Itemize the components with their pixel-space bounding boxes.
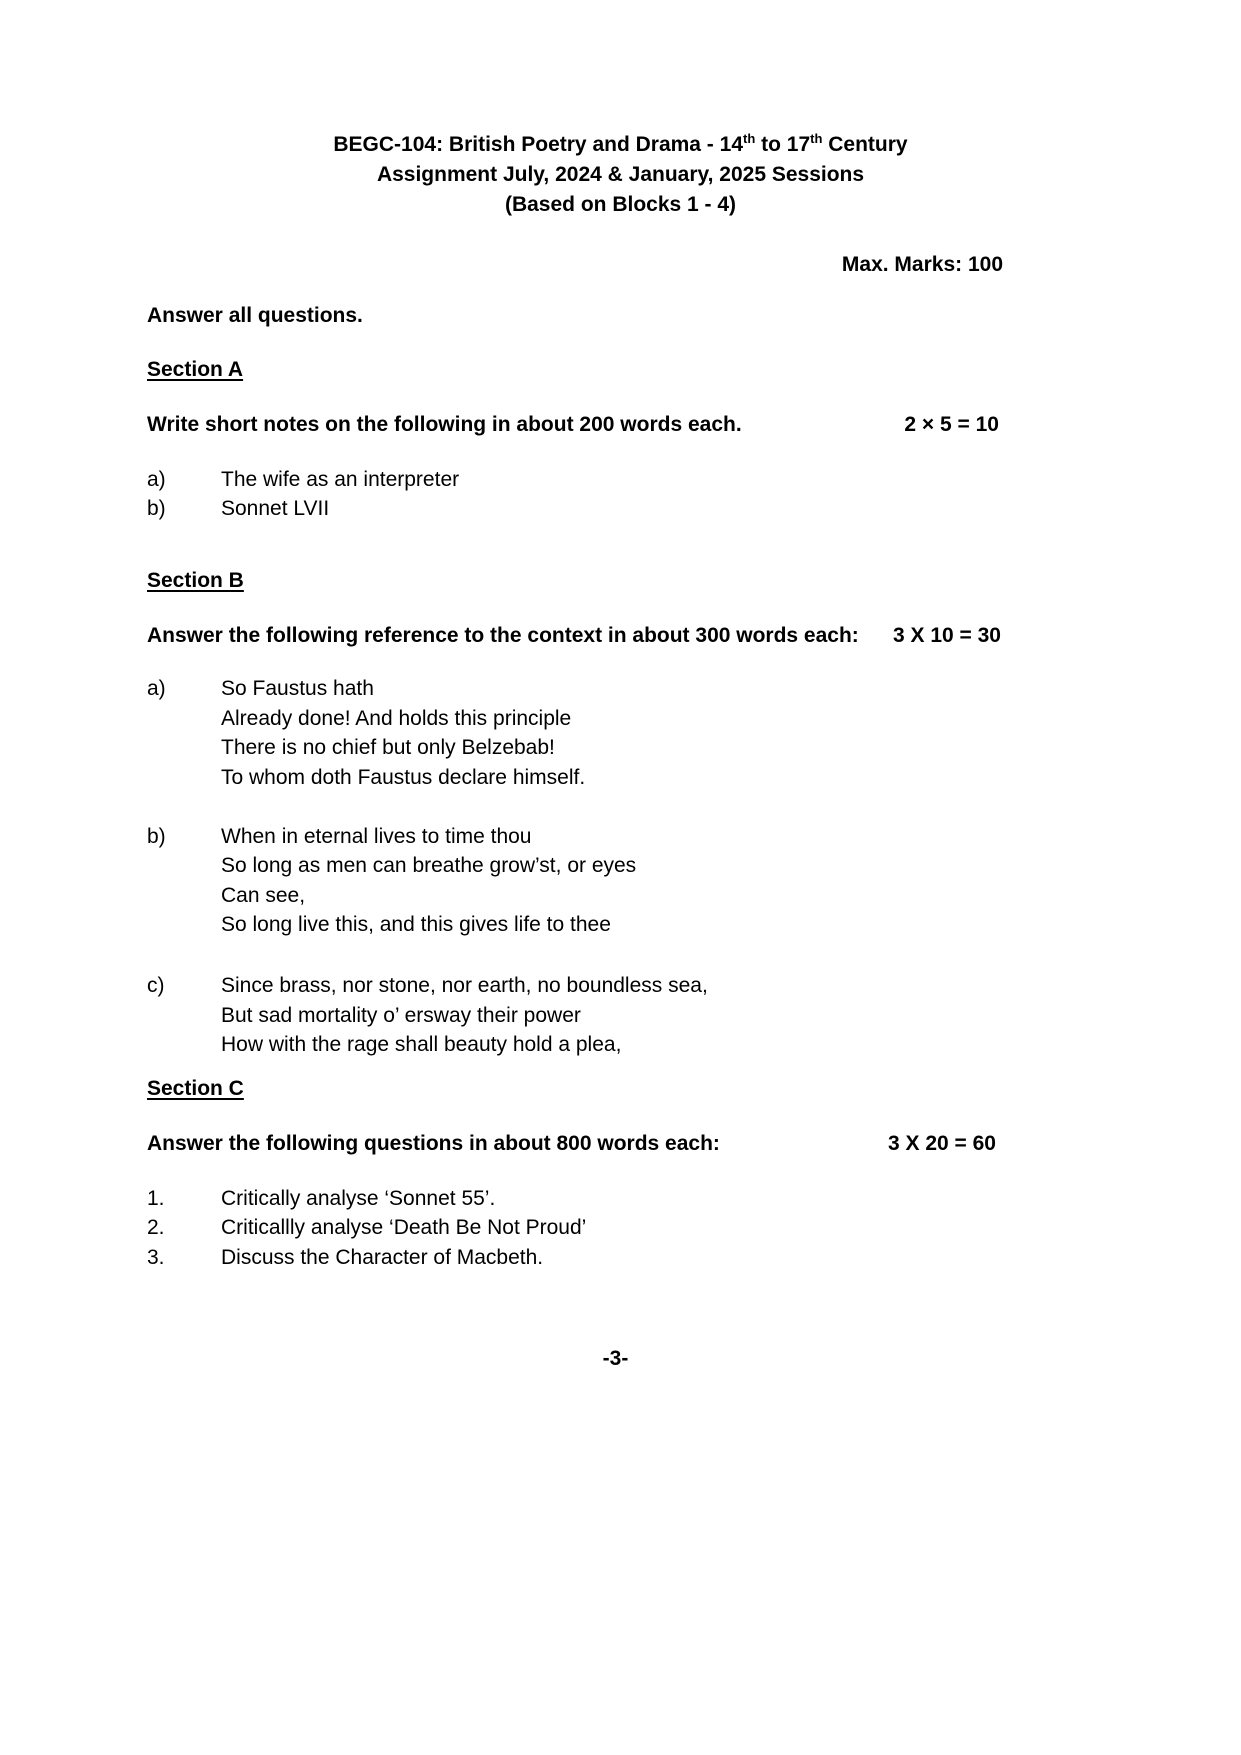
passage-line: To whom doth Faustus declare himself. [221, 766, 586, 789]
passage-line: When in eternal lives to time thou [221, 825, 532, 848]
section-c-heading: Section C [147, 1077, 244, 1100]
document-header [0, 130, 1241, 220]
question-text: Criticallly analyse ‘Death Be Not Proud’ [221, 1216, 587, 1239]
page-number: -3- [602, 1347, 629, 1370]
passage-line: Since brass, nor stone, nor earth, no boundless sea, [221, 974, 708, 997]
max-marks: Max. Marks: 100 [841, 253, 1003, 276]
section-b-marks: 3 X 10 = 30 [892, 624, 1001, 647]
question-number: 2. [147, 1216, 165, 1239]
item-marker: c) [147, 974, 165, 997]
passage-line: Can see, [221, 884, 306, 907]
section-b-prompt: Answer the following reference to the context in about 300 words each: [147, 624, 859, 647]
passage-line: There is no chief but only Belzebab! [221, 736, 555, 759]
section-b-heading: Section B [147, 569, 244, 592]
passage-line: Already done! And holds this principle [221, 707, 572, 730]
passage-line: But sad mortality o’ ersway their power [221, 1004, 581, 1027]
item-marker: a) [147, 677, 166, 700]
section-c-marks: 3 X 20 = 60 [887, 1132, 996, 1155]
assignment-subtitle: Assignment July, 2024 & January, 2025 Sessions [376, 163, 865, 186]
passage-line: How with the rage shall beauty hold a plea, [221, 1033, 622, 1056]
passage-line: So long as men can breathe grow’st, or eyes [221, 854, 637, 877]
passage-line: So long live this, and this gives life to thee [221, 913, 611, 936]
item-text: The wife as an interpreter [221, 468, 460, 491]
section-c-prompt: Answer the following questions in about 800 words each: [147, 1132, 720, 1155]
blocks-note: (Based on Blocks 1 - 4) [504, 193, 737, 216]
section-a-heading: Section A [147, 358, 244, 381]
question-number: 3. [147, 1246, 165, 1269]
question-text: Discuss the Character of Macbeth. [221, 1246, 544, 1269]
item-text: Sonnet LVII [221, 497, 330, 520]
passage-line: So Faustus hath [221, 677, 374, 700]
question-text: Critically analyse ‘Sonnet 55’. [221, 1187, 496, 1210]
item-marker: b) [147, 497, 166, 520]
section-a-prompt: Write short notes on the following in about 200 words each. [147, 413, 742, 436]
course-title: BEGC-104: British Poetry and Drama - 14th to 17th Century [333, 131, 908, 156]
question-number: 1. [147, 1187, 165, 1210]
section-a-marks: 2 × 5 = 10 [904, 413, 999, 436]
item-marker: b) [147, 825, 166, 848]
item-marker: a) [147, 468, 166, 491]
instruction: Answer all questions. [147, 304, 363, 327]
